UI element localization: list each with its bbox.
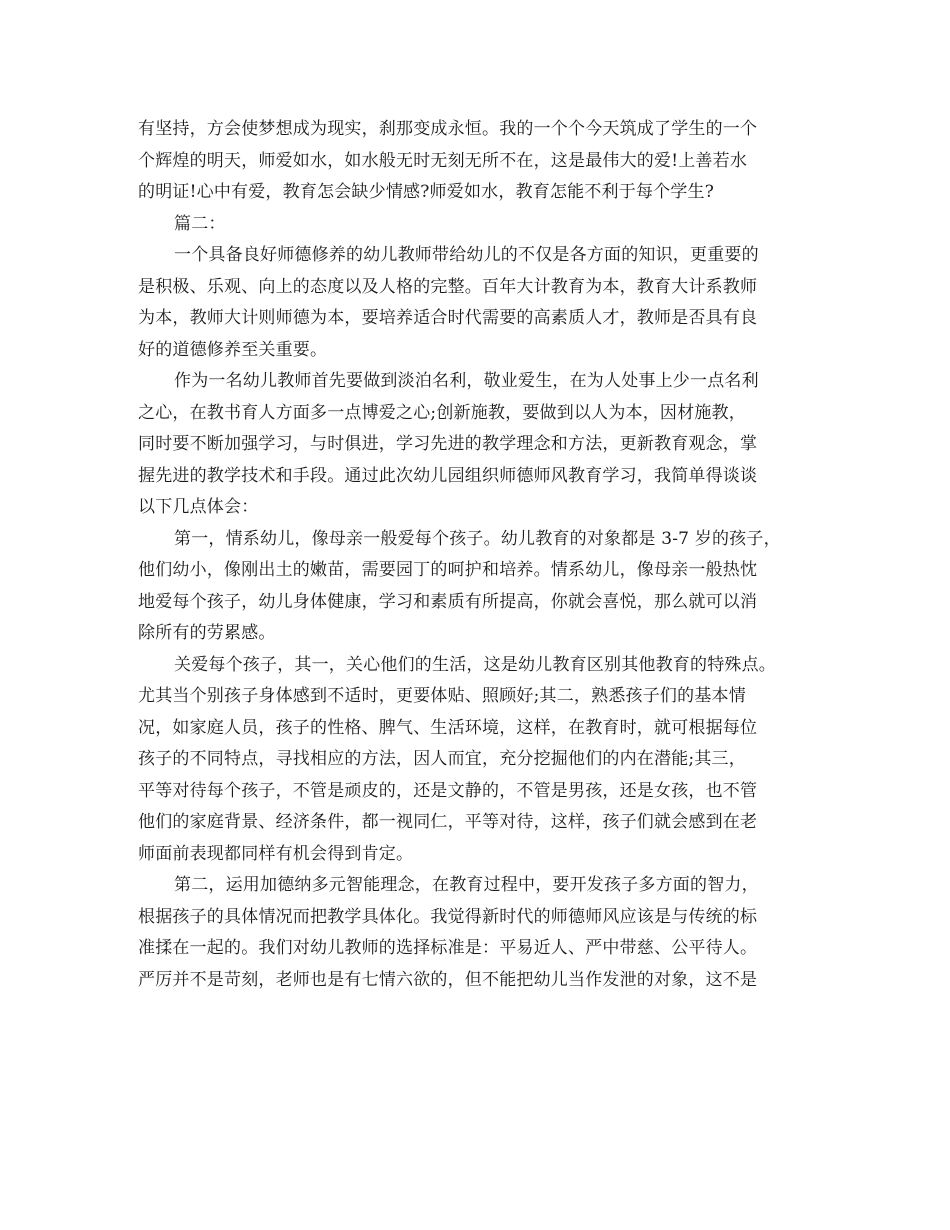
text-line: 除所有的劳累感。 [138, 623, 276, 643]
text-line: 严厉并不是苛刻，老师也是有七情六欲的，但不能把幼儿当作发泄的对象，这不是 [138, 969, 758, 990]
text-line: 平等对待每个孩子，不管是顽皮的，还是文静的，不管是男孩，还是女孩，也不管 [138, 780, 758, 801]
text-line: 一个具备良好师德修养的幼儿教师带给幼儿的不仅是各方面的知识，更重要的 [174, 245, 759, 265]
text-line: 个辉煌的明天，师爱如水，如水般无时无刻无所不在，这是最伟大的爱!上善若水 [138, 150, 748, 171]
text-line: 有坚持，方会使梦想成为现实，刹那变成永恒。我的一个个今天筑成了学生的一个 [138, 119, 758, 139]
text-line: 好的道德修养至关重要。 [138, 339, 328, 360]
text-line: 同时要不断加强学习，与时俱进，学习先进的教学理念和方法，更新教育观念，掌 [138, 434, 758, 454]
text-line: 地爱每个孩子，幼儿身体健康，学习和素质有所提高，你就会喜悦，那么就可以消 [138, 591, 758, 612]
text-line: 根据孩子的具体情况而把教学具体化。我觉得新时代的师德师风应该是与传统的标 [138, 906, 758, 927]
text-line: 师面前表现都同样有机会得到肯定。 [138, 843, 414, 864]
text-line: 作为一名幼儿教师首先要做到淡泊名利，敬业爱生，在为人处事上少一点名利 [174, 371, 759, 391]
text-line: 握先进的教学技术和手段。通过此次幼儿园组织师德师风教育学习，我简单得谈谈 [138, 465, 758, 486]
text-line: 以下几点体会： [138, 497, 259, 517]
text-line: 况，如家庭人员，孩子的性格、脾气、生活环境，这样，在教育时，就可根据每位 [138, 717, 758, 738]
text-line: 关爱每个孩子，其一，关心他们的生活，这是幼儿教育区别其他教育的特殊点。 [174, 654, 776, 675]
text-line: 是积极、乐观、向上的态度以及人格的完整。百年大计教育为本，教育大计系教师 [138, 276, 758, 297]
text-line: 他们的家庭背景、经济条件，都一视同仁，平等对待，这样，孩子们就会感到在老 [138, 812, 758, 832]
text-line: 准揉在一起的。我们对幼儿教师的选择标准是：平易近人、严中带慈、公平待人。 [138, 938, 758, 958]
text-line: 的明证!心中有爱，教育怎会缺少情感?师爱如水，教育怎能不利于每个学生? [138, 182, 715, 202]
text-line: 孩子的不同特点，寻找相应的方法，因人而宜，充分挖掘他们的内在潜能;其三， [138, 749, 746, 769]
text-line: 尤其当个别孩子身体感到不适时，更要体贴、照顾好;其二，熟悉孩子们的基本情 [138, 686, 746, 706]
text-line: 篇二： [174, 213, 226, 234]
text-line: 之心，在教书育人方面多一点博爱之心;创新施教，要做到以人为本，因材施教， [138, 402, 746, 423]
text-line: 他们幼小，像刚出土的嫩苗，需要园丁的呵护和培养。情系幼儿，像母亲一般热忱 [138, 560, 758, 580]
text-line: 第二，运用加德纳多元智能理念，在教育过程中，要开发孩子多方面的智力， [174, 875, 759, 895]
document-body [138, 114, 828, 996]
text-line: 为本，教师大计则师德为本，要培养适合时代需要的高素质人才，教师是否具有良 [138, 308, 758, 328]
text-line: 第一，情系幼儿，像母亲一般爱每个孩子。幼儿教育的对象都是 3-7 岁的孩子， [174, 528, 781, 549]
